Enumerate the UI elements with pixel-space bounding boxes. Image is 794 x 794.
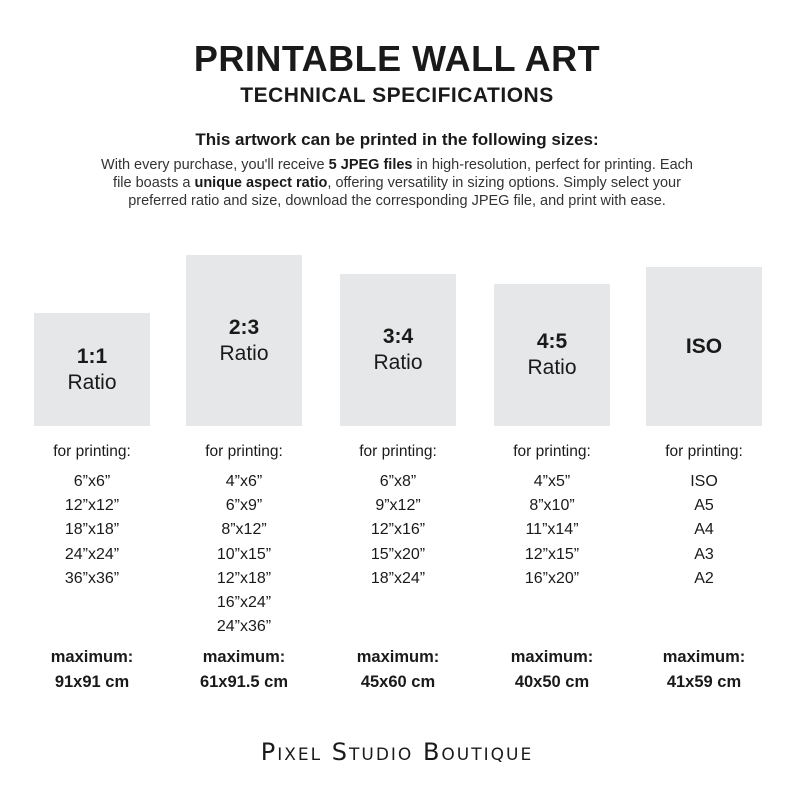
size-item: 16”x24” (216, 594, 272, 612)
maximum-value: 40x50 cm (514, 673, 590, 691)
lead-text: This artwork can be printed in the following sizes: (195, 130, 599, 149)
size-item: 12”x16” (370, 521, 426, 539)
size-item: 9”x12” (375, 497, 421, 515)
brand-name: Pixel Studio Boutique (260, 738, 534, 766)
maximum-label: maximum: (50, 648, 134, 666)
size-item: 12”x18” (216, 569, 272, 587)
size-item: 12”x12” (64, 497, 120, 515)
size-item: 4”x5” (533, 473, 571, 490)
intro-text-2: in high-resolution, perfect for printing. Each file boasts a (113, 157, 693, 191)
maximum-value: 61x91.5 cm (199, 673, 289, 691)
ratio-box (186, 255, 302, 426)
ratio-box (34, 313, 150, 426)
size-list (24, 470, 160, 591)
size-item: 6”x9” (225, 497, 263, 515)
ratio-box (340, 274, 456, 426)
size-item: 8”x10” (529, 497, 575, 515)
size-list (484, 470, 620, 591)
intro-text-1: With every purchase, you'll receive (101, 157, 329, 173)
ratio-value: 4:5 (536, 330, 568, 353)
ratio-box (646, 267, 762, 426)
maximum-value: 45x60 cm (360, 673, 436, 691)
intro-paragraph (100, 156, 694, 210)
size-item: A4 (694, 521, 714, 539)
size-item: 36”x36” (64, 569, 120, 587)
intro-highlight-files: 5 JPEG files (328, 157, 413, 173)
size-item: 6”x6” (73, 473, 111, 490)
maximum-label: maximum: (510, 648, 594, 666)
size-item: A2 (694, 569, 714, 587)
maximum-label: maximum: (662, 648, 746, 666)
printing-label: for printing: (359, 443, 437, 460)
size-item: 6”x8” (379, 473, 417, 490)
maximum-value: 41x59 cm (666, 673, 742, 691)
maximum-label: maximum: (202, 648, 286, 666)
size-item: 24”x36” (216, 618, 272, 636)
ratio-value: 1:1 (76, 344, 108, 368)
size-list (330, 470, 466, 591)
intro-text-3: , offering versatility in sizing options. Simply select your preferred ratio and size, download the corresponding JPEG file, and print with ease. (128, 175, 681, 209)
printing-label: for printing: (513, 443, 591, 460)
size-item: 18”x18” (64, 521, 120, 539)
printing-label: for printing: (205, 443, 283, 460)
ratio-value: 2:3 (228, 315, 260, 339)
page-subtitle: TECHNICAL SPECIFICATIONS (240, 84, 554, 107)
maximum-label: maximum: (356, 648, 440, 666)
size-item: A5 (694, 497, 714, 515)
size-item: A3 (694, 545, 714, 563)
ratio-value: 3:4 (382, 325, 414, 348)
page-title: PRINTABLE WALL ART (193, 38, 601, 79)
ratio-box (494, 284, 610, 426)
size-list (636, 470, 772, 591)
size-item: 10”x15” (216, 545, 272, 563)
ratio-word: Ratio (219, 341, 269, 365)
maximum-value: 91x91 cm (54, 673, 130, 691)
intro-highlight-ratio: unique aspect ratio (194, 175, 328, 191)
size-item: 15”x20” (370, 545, 426, 563)
ratio-word: Ratio (527, 356, 577, 379)
size-item: 11”x14” (525, 521, 579, 539)
size-item: 4”x6” (225, 473, 263, 490)
size-item: 16”x20” (524, 569, 580, 587)
ratio-word: Ratio (373, 351, 423, 374)
size-list (176, 470, 312, 639)
ratio-word: Ratio (67, 370, 117, 394)
size-item: ISO (690, 473, 718, 490)
size-item: 18”x24” (370, 569, 426, 587)
size-item: 12”x15” (524, 545, 580, 563)
size-item: 8”x12” (221, 521, 267, 539)
printing-label: for printing: (665, 443, 743, 460)
size-item: 24”x24” (64, 545, 120, 563)
printing-label: for printing: (53, 443, 131, 460)
ratio-value: ISO (685, 334, 723, 358)
